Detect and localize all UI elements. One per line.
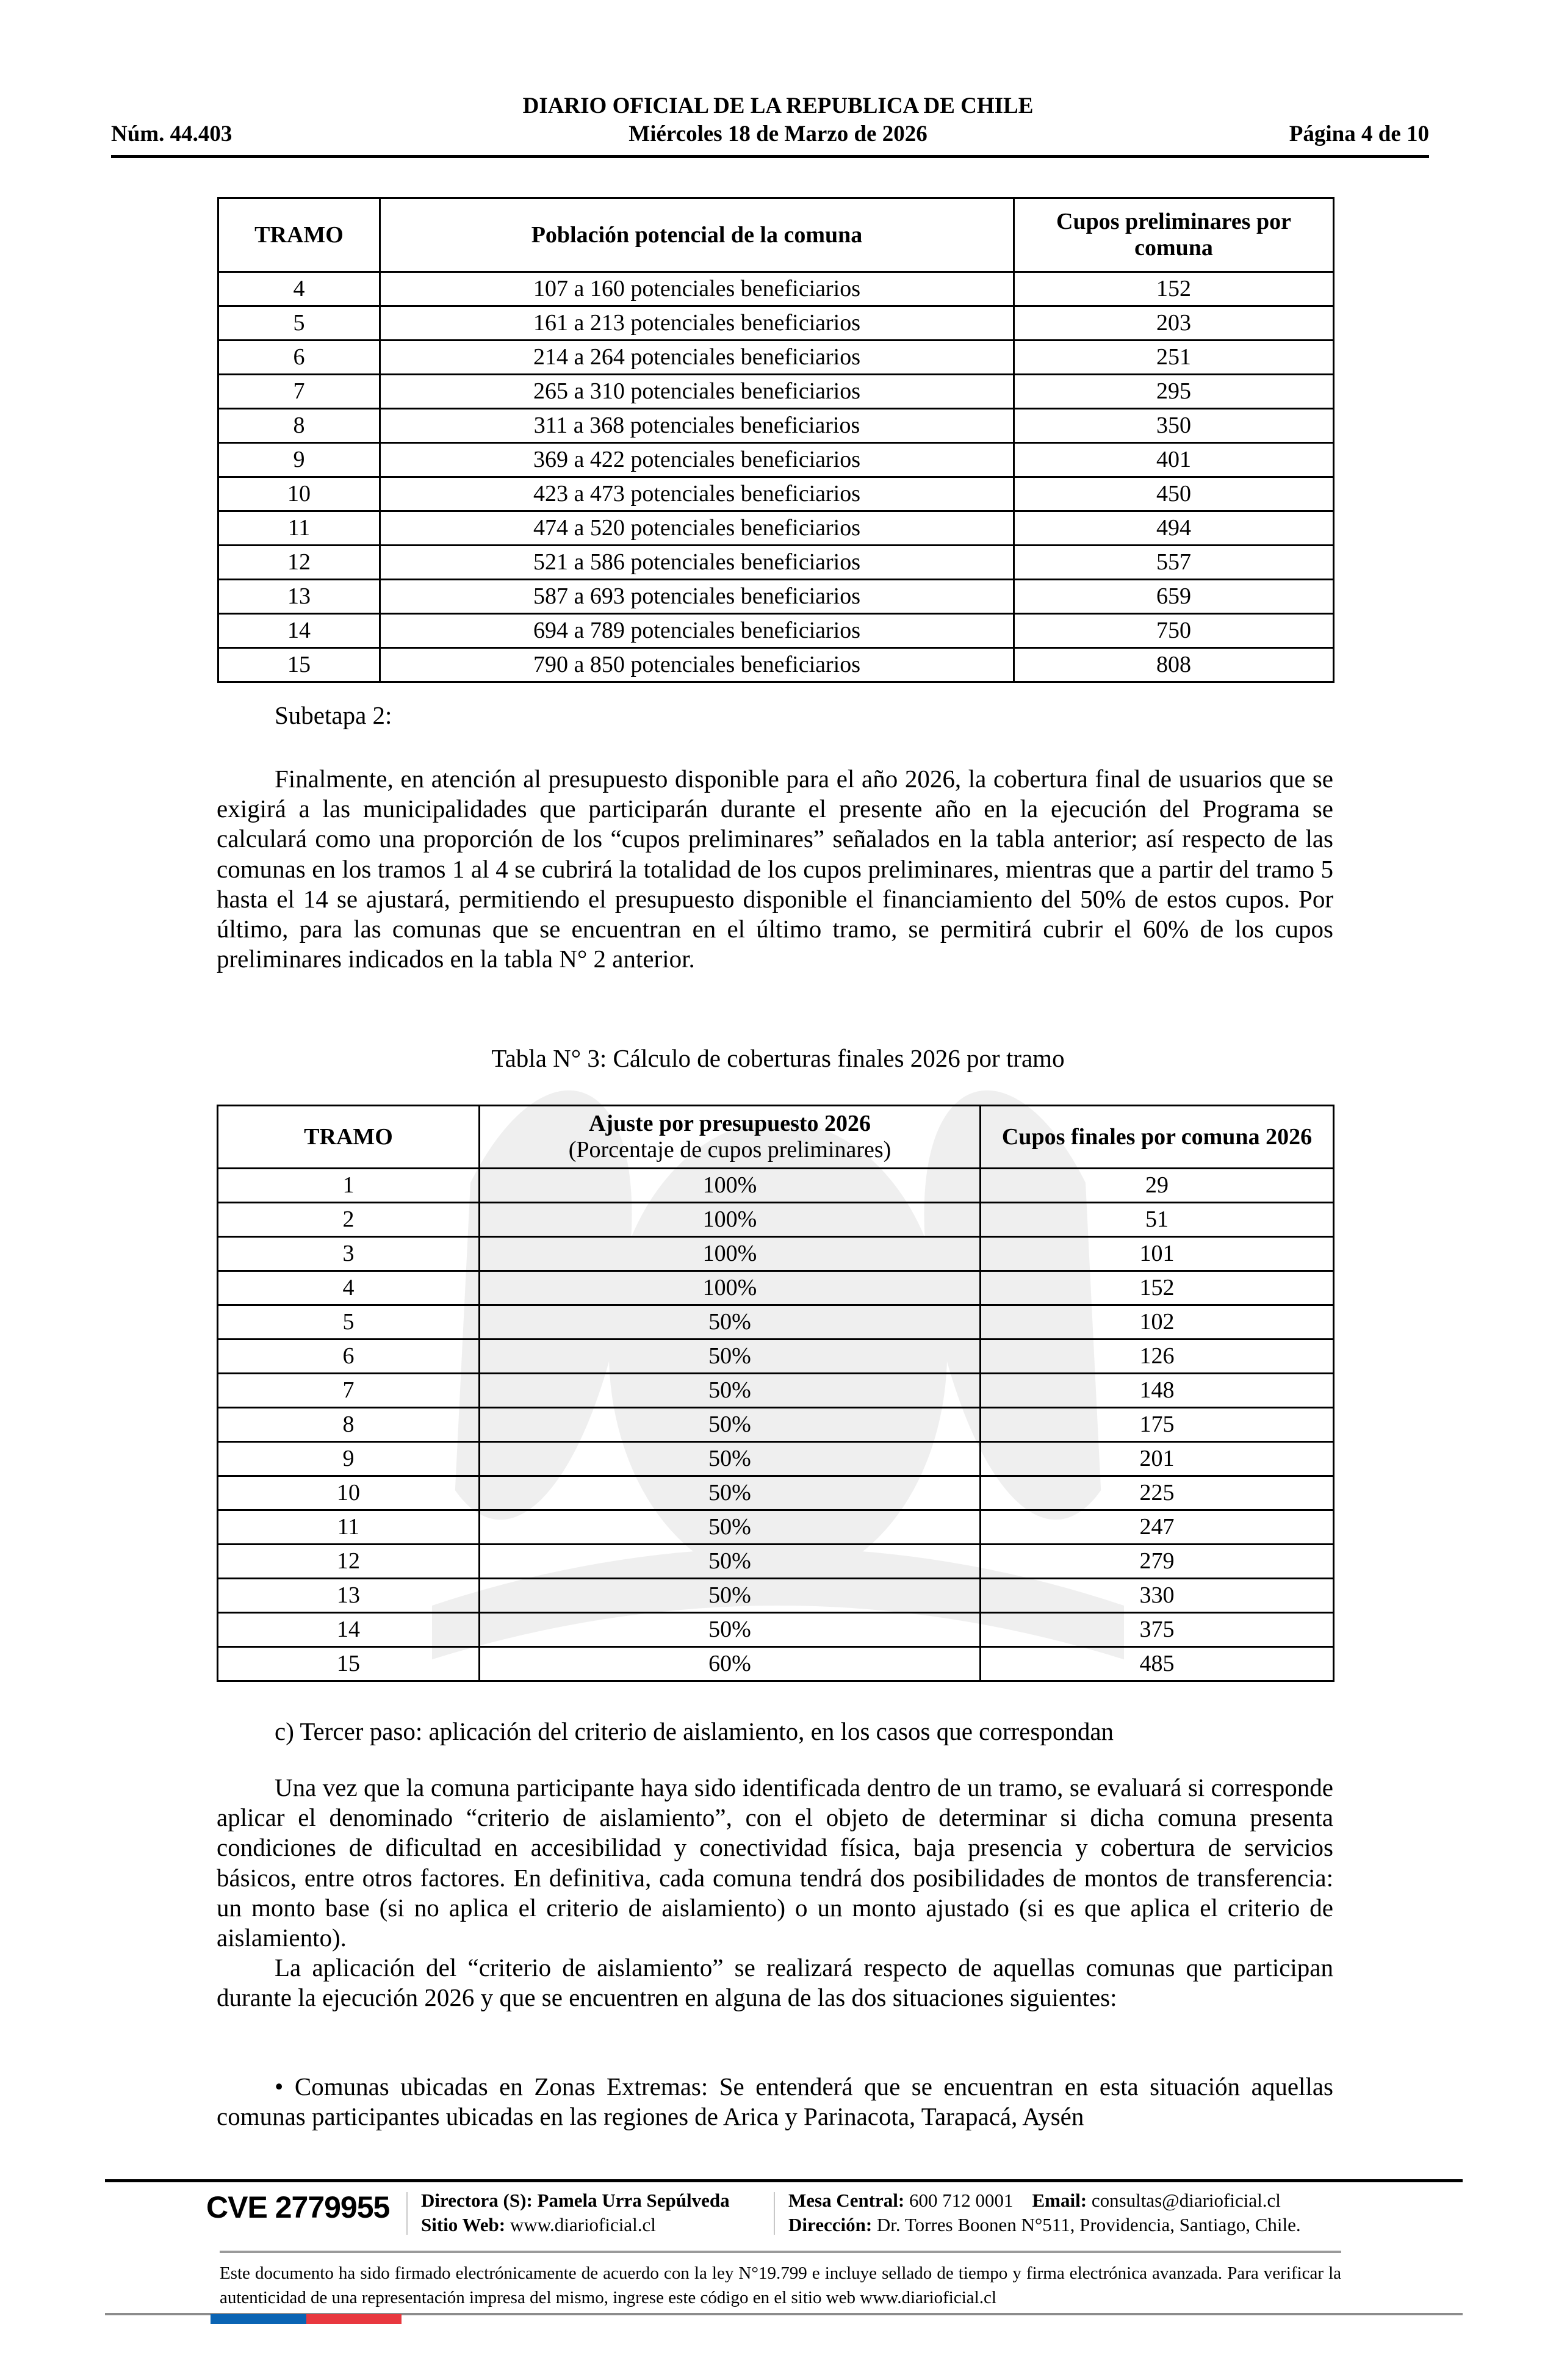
table-row (218, 1408, 1334, 1442)
table-cell: 12 (218, 1545, 480, 1579)
table-cell: 225 (981, 1476, 1334, 1510)
table-cell: 279 (981, 1545, 1334, 1579)
table-cell: 11 (218, 1510, 480, 1545)
table-header-row (218, 1106, 1334, 1169)
table-row (218, 1203, 1334, 1237)
address-label: Dirección: (788, 2214, 873, 2235)
table-cell: 175 (981, 1408, 1334, 1442)
table-row (218, 1647, 1334, 1681)
table-cell: 100% (480, 1169, 981, 1203)
paragraph-coverage: Finalmente, en atención al presupuesto disponible para el año 2026, la cobertura final de usuarios que se exigirá a las municipalidades que participarán durante el presente año en la ejecución del Programa se calculará como una proporción de los “cupos preliminares” señalados en la tabla anterior; así respecto de las comunas en los tramos 1 al 4 se cubrirá la totalidad de los cupos preliminares, mientras que a partir del tramo 5 hasta el 14 se ajustará, permitiendo el presupuesto disponible el financiamiento del 50% de estos cupos. Por último, para las comunas que se encuentran en el último tramo, se permitirá cubrir el 60% de los cupos preliminares indicados en la tabla N° 2 anterior. (217, 765, 1333, 973)
column-header: TRAMO (218, 1106, 480, 1169)
table-cell: 485 (981, 1647, 1334, 1681)
table-row (218, 1476, 1334, 1510)
table-cell: 694 a 789 potenciales beneficiarios (380, 614, 1014, 648)
table-row (218, 375, 1334, 409)
table-cell: 557 (1014, 546, 1334, 580)
table-caption: Tabla N° 3: Cálculo de coberturas finales 2026 por tramo (491, 1044, 1065, 1072)
table-cell: 13 (218, 1579, 480, 1613)
table-row (218, 1237, 1334, 1271)
table-header-row (218, 198, 1334, 272)
table-cell: 10 (218, 1476, 480, 1510)
column-header (480, 1106, 981, 1169)
table-row (218, 1169, 1334, 1203)
table-row (218, 614, 1334, 648)
footer-divider (105, 2179, 1463, 2182)
table-row (218, 1271, 1334, 1305)
column-header-main: Ajuste por presupuesto 2026 (588, 1111, 871, 1137)
table-cell: 750 (1014, 614, 1334, 648)
table-cell: 100% (480, 1237, 981, 1271)
signature-disclaimer: Este documento ha sido firmado electrónicamente de acuerdo con la ley N°19.799 e incluye sellado de tiempo y firma electrónica avanzada. Para verificar la autenticidad de una representación impresa del mismo, ingrese este código en el sitio web www.diarioficial.cl (220, 2263, 1341, 2307)
table-cell: 3 (218, 1237, 480, 1271)
table-cell: 50% (480, 1442, 981, 1476)
address-value: Dr. Torres Boonen N°511, Providencia, Santiago, Chile. (876, 2214, 1301, 2235)
footer-contact-block (788, 2188, 1301, 2237)
table-cell: 15 (218, 648, 380, 682)
table-cell: 101 (981, 1237, 1334, 1271)
table-row (218, 477, 1334, 511)
email-link[interactable]: consultas@diarioficial.cl (1091, 2190, 1281, 2211)
table-cell: 659 (1014, 580, 1334, 614)
table-cell: 203 (1014, 306, 1334, 341)
final-coverage-table (217, 1105, 1334, 1682)
footer-grey-rule (220, 2251, 1341, 2253)
table-cell: 15 (218, 1647, 480, 1681)
table-cell: 5 (218, 1305, 480, 1340)
table-cell: 587 a 693 potenciales beneficiarios (380, 580, 1014, 614)
table-cell: 148 (981, 1374, 1334, 1408)
table-cell: 50% (480, 1408, 981, 1442)
table-cell: 350 (1014, 409, 1334, 443)
table-cell: 14 (218, 1613, 480, 1647)
table-cell: 102 (981, 1305, 1334, 1340)
column-header: Cupos preliminares por comuna (1014, 198, 1334, 272)
director-label: Directora (S): (421, 2190, 533, 2211)
table-cell: 50% (480, 1305, 981, 1340)
footer-separator (774, 2192, 775, 2235)
table-row (218, 272, 1334, 306)
phone-label: Mesa Central: (788, 2190, 905, 2211)
column-header: Cupos finales por comuna 2026 (981, 1106, 1334, 1169)
issue-date: Miércoles 18 de Marzo de 2026 (629, 121, 927, 146)
table-cell: 295 (1014, 375, 1334, 409)
column-header: Población potencial de la comuna (380, 198, 1014, 272)
table-cell: 401 (1014, 443, 1334, 477)
table-cell: 265 a 310 potenciales beneficiarios (380, 375, 1014, 409)
subsection-title: Subetapa 2: (275, 701, 392, 729)
table-cell: 251 (1014, 341, 1334, 375)
table-body (218, 1169, 1334, 1681)
footer-director-block (421, 2188, 730, 2237)
director-name: Pamela Urra Sepúlveda (537, 2190, 730, 2211)
table-row (218, 1442, 1334, 1476)
table-cell: 423 a 473 potenciales beneficiarios (380, 477, 1014, 511)
table-cell: 494 (1014, 511, 1334, 546)
table-cell: 330 (981, 1579, 1334, 1613)
table-cell: 152 (1014, 272, 1334, 306)
table-cell: 7 (218, 1374, 480, 1408)
table-cell: 201 (981, 1442, 1334, 1476)
bullet-extreme-zones: • Comunas ubicadas en Zonas Extremas: Se entenderá que se encuentran en esta situación aquellas comunas participantes ubicadas en las regiones de Arica y Parinacota, Tarapacá, Aysén (217, 2072, 1333, 2131)
website-link[interactable]: www.diarioficial.cl (510, 2214, 656, 2235)
table-cell: 12 (218, 546, 380, 580)
table-cell: 4 (218, 272, 380, 306)
footer-separator (406, 2192, 408, 2235)
website-label: Sitio Web: (421, 2214, 506, 2235)
table-cell: 152 (981, 1271, 1334, 1305)
paragraph-isolation-application: La aplicación del “criterio de aislamiento” se realizará respecto de aquellas comunas que participan durante la ejecución 2026 y que se encuentren en alguna de las dos situaciones siguientes: (217, 1953, 1333, 2012)
flag-bar-red (306, 2314, 402, 2324)
phone-value: 600 712 0001 (909, 2190, 1014, 2211)
table-cell: 10 (218, 477, 380, 511)
table-cell: 13 (218, 580, 380, 614)
table-cell: 50% (480, 1510, 981, 1545)
table-cell: 60% (480, 1647, 981, 1681)
table-row (218, 546, 1334, 580)
table-cell: 50% (480, 1476, 981, 1510)
table-cell: 11 (218, 511, 380, 546)
table-row (218, 1510, 1334, 1545)
table-row (218, 306, 1334, 341)
table-cell: 50% (480, 1545, 981, 1579)
table-cell: 375 (981, 1613, 1334, 1647)
paragraph-isolation: Una vez que la comuna participante haya sido identificada dentro de un tramo, se evaluará si corresponde aplicar el denominado “criterio de aislamiento”, con el objeto de determinar si dicha comuna presenta condiciones de dificultad en accesibilidad y conectividad física, baja presencia y cobertura de servicios básicos, entre otros factores. En definitiva, cada comuna tendrá dos posibilidades de montos de transferencia: un monto base (si no aplica el criterio de aislamiento) o un monto ajustado (si es que aplica el criterio de aislamiento). (217, 1773, 1333, 1952)
table-cell: 126 (981, 1340, 1334, 1374)
email-label: Email: (1032, 2190, 1087, 2211)
table-cell: 14 (218, 614, 380, 648)
table-cell: 50% (480, 1613, 981, 1647)
table-row (218, 409, 1334, 443)
table-cell: 247 (981, 1510, 1334, 1545)
preliminary-quotas-table (217, 197, 1334, 683)
table-cell: 50% (480, 1374, 981, 1408)
table-cell: 9 (218, 443, 380, 477)
table-cell: 311 a 368 potenciales beneficiarios (380, 409, 1014, 443)
flag-bar-blue (211, 2314, 306, 2324)
table-cell: 8 (218, 1408, 480, 1442)
column-header-sub: (Porcentaje de cupos preliminares) (568, 1137, 891, 1163)
table-cell: 50% (480, 1340, 981, 1374)
table-cell: 2 (218, 1203, 480, 1237)
issue-number: Núm. 44.403 (111, 121, 232, 146)
table-cell: 7 (218, 375, 380, 409)
table-row (218, 1340, 1334, 1374)
table-cell: 100% (480, 1203, 981, 1237)
table-cell: 161 a 213 potenciales beneficiarios (380, 306, 1014, 341)
cve-code: CVE 2779955 (206, 2190, 390, 2224)
page-number: Página 4 de 10 (1289, 121, 1429, 146)
table-body (218, 272, 1334, 682)
table-cell: 1 (218, 1169, 480, 1203)
table-cell: 450 (1014, 477, 1334, 511)
table-row (218, 511, 1334, 546)
table-cell: 521 a 586 potenciales beneficiarios (380, 546, 1014, 580)
table-cell: 29 (981, 1169, 1334, 1203)
table-cell: 808 (1014, 648, 1334, 682)
header-divider (111, 155, 1429, 158)
table-row (218, 1613, 1334, 1647)
table-cell: 4 (218, 1271, 480, 1305)
table-cell: 9 (218, 1442, 480, 1476)
table-cell: 107 a 160 potenciales beneficiarios (380, 272, 1014, 306)
table-cell: 50% (480, 1579, 981, 1613)
table-row (218, 443, 1334, 477)
table-cell: 100% (480, 1271, 981, 1305)
table-row (218, 1305, 1334, 1340)
table-cell: 5 (218, 306, 380, 341)
table-row (218, 1374, 1334, 1408)
table-row (218, 1579, 1334, 1613)
table-cell: 214 a 264 potenciales beneficiarios (380, 341, 1014, 375)
table-cell: 474 a 520 potenciales beneficiarios (380, 511, 1014, 546)
table-row (218, 648, 1334, 682)
table-cell: 369 a 422 potenciales beneficiarios (380, 443, 1014, 477)
table-cell: 51 (981, 1203, 1334, 1237)
table-cell: 6 (218, 341, 380, 375)
table-row (218, 580, 1334, 614)
publication-title: DIARIO OFICIAL DE LA REPUBLICA DE CHILE (522, 93, 1034, 118)
table-cell: 8 (218, 409, 380, 443)
section-heading-c: c) Tercer paso: aplicación del criterio de aislamiento, en los casos que correspondan (275, 1717, 1114, 1745)
table-cell: 790 a 850 potenciales beneficiarios (380, 648, 1014, 682)
table-row (218, 341, 1334, 375)
table-cell: 6 (218, 1340, 480, 1374)
table-row (218, 1545, 1334, 1579)
column-header: TRAMO (218, 198, 380, 272)
